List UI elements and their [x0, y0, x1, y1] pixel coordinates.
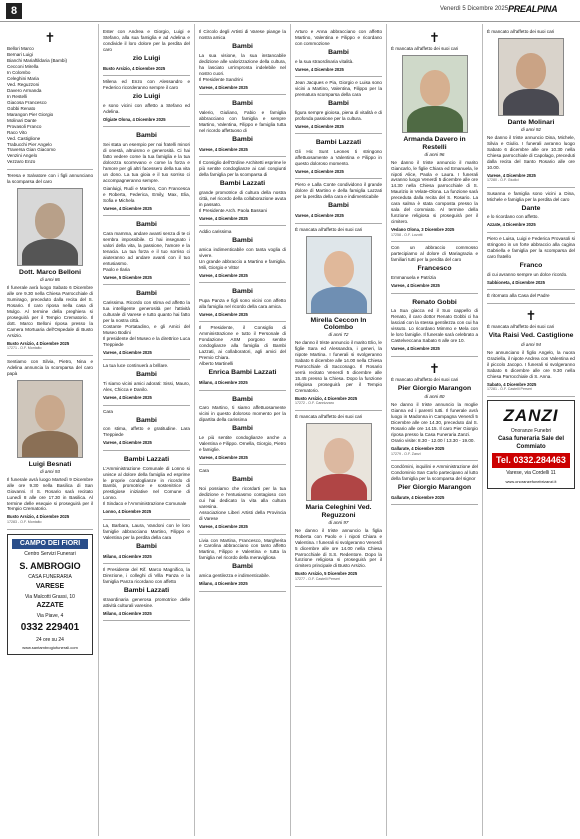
deceased-name: Bambi: [136, 132, 157, 140]
announcement: [199, 26, 286, 95]
deceased-name: Bambi Lazzati: [123, 586, 170, 594]
announcement-text: 17258 - O.F. Lovotti: [391, 232, 423, 237]
obituary-marangon: [391, 357, 478, 462]
deceased-name: Bambi Lazzati: [219, 179, 266, 187]
announcement-text: 24 ore su 24: [36, 636, 64, 643]
announcement-text: 17283 - O.F. Montalto: [7, 519, 42, 524]
funeral-home-ad: [7, 534, 93, 655]
announcement-text: Ester con Andrea e Giorgio, Luigi e Stefano, alla sua famiglia e ad Adelina e condivide il loro dolore per la perdita del caro: [103, 29, 190, 52]
announcement-text: AZZATE: [36, 602, 64, 610]
deceased-name: zio Luigi: [132, 93, 161, 101]
announcement-text: Con un abbraccio commosso partecipiamo al dolore di Mariagrazia e familiari tutti per la perdita del caro: [391, 245, 478, 263]
announcement: [391, 242, 478, 293]
place-date: Lonno, 4 Dicembre 2025: [103, 509, 152, 515]
announcement-text: Ne danno il triste annuncio la moglie Gianna ed i parenti tutti. Il funerale avrà luogo in Madonna in Campagna Venerdì 5 Dicembre alle ore 14.30, preceduto dal S. Rosario alle ore 14.15. Il caro Pier Giorgio riposa presso la Casa Funeraria Zanzi.: [391, 402, 478, 438]
place-date: Varese, 4 Dicembre 2025: [295, 213, 344, 219]
announcement-text: La Sua giacca ed il Suo cappello di Renato, il caro dottor Renato Gobbi ci ha lasciati con la stessa gentilezza con cui ha vissuto. Lo ricordano Mimmo e Mela con le loro famiglie. Il funerale sarà celebrato a Castelveccana Sabato 6 alle ore 10.: [391, 308, 478, 344]
announcement: [199, 322, 286, 390]
place-date: Varese, 4 Dicembre 2025: [103, 395, 152, 401]
column-1: [4, 24, 96, 836]
column-5: [388, 24, 481, 836]
announcement: [391, 461, 478, 505]
announcement-text: Valerio, Giuliano, Fabio e famiglia abbracciano con famiglia e sempre Martino, Valentina, Filippo e famiglia tutta nel ricordo affettuoso di: [199, 109, 286, 133]
announcement-text: Costante Portatadino, e gli Amici del Museo Bodini: [103, 324, 190, 336]
announcement-text: Centro Servizi Funerari: [24, 551, 76, 558]
deceased-name: Renato Gobbi: [412, 298, 457, 306]
announcement: [295, 179, 382, 223]
announcement-text: e lo ricordano con affetto.: [487, 214, 539, 220]
announcement-text: ZANZI: [503, 405, 559, 425]
deceased-name: Bambi: [328, 100, 349, 108]
announcement-text: La sua visione, la sua instancabile dedizione alle valorizzazione della cultura, ha lasciato un'impronta indelebile nel nostro cuori.: [199, 52, 286, 76]
page-number: 8: [6, 3, 22, 19]
obituary-ceccon: [295, 224, 382, 411]
deceased-name: Armanda Davero in Restelli: [403, 135, 466, 151]
announcement-text: Pupa Panza e figli sono vicini con affetto alla famiglia nel ricordo della cara amica.: [199, 298, 286, 310]
deceased-name: Bambi: [232, 476, 253, 484]
zanzi-ad: [487, 400, 575, 489]
deceased-name: Bambi: [232, 135, 253, 143]
announcement-text: Arturo e Anna abbracciano con affetto Martino, Valentina e Filippo e ricordano con commozione: [295, 29, 382, 46]
portrait-photo: [402, 55, 468, 133]
announcement-text: Sentiamo con Silvia, Pietro, Nina e Adelina annuncia la scomparsa del caro papà: [7, 358, 93, 376]
place-date: Vedano Olona, 3 Dicembre 2025: [391, 227, 455, 233]
announcement-text: Jean Jacques e Pia, Giorgio e Luisa sono vicini a Martino, Valentina, Filippo per la prematura scomparsa della cara: [295, 80, 382, 98]
announcement-text: 17277 - O.F. Castelli Perseri: [295, 576, 340, 581]
portrait-photo: [17, 380, 83, 458]
announcement-text: Ne annunciano il figlio Angelo, la nuora Graziella, il nipote Andrea con Valentina ed il piccolo Jacopo. I funerali si svolgeranno Sabato 6 dicembre alle ore 9.30 nella Chiesa Parrocchiale di S. Anna.: [487, 349, 575, 379]
place-date: Varese, 4 Dicembre 2025: [199, 146, 248, 152]
announcement-text: Via Piave, 4: [36, 612, 64, 619]
deceased-name: Bambi: [232, 288, 253, 296]
place-date: Milano, 4 Dicembre 2025: [199, 581, 248, 587]
announcement-text: Caro Martino, ti siamo affettuosamente vicini in questo doloroso momento per la dipartita della carissima: [199, 405, 286, 423]
announcement-text: Il Presidente del Rif. Marco Magnifico, la Direzione, i colleghi di Villa Panza e la famiglia Panza ricordano con affetto: [103, 567, 190, 584]
announcement-text: È mancata all'affetto dei suoi cari: [295, 226, 363, 232]
place-date: Varese, 4 Dicembre 2025: [295, 66, 344, 72]
announcement-text: di anni 97: [328, 519, 349, 525]
place-date: Varese, 4 Dicembre 2025: [295, 123, 344, 129]
deceased-name: Bambi: [136, 290, 157, 298]
obituary-celeghini: [295, 411, 382, 586]
announcement-text: Ne danno il triste annuncio il marito Giancarlo, le figlie Chiara ed Emanuela, le nipoti Alice, Paola e Laura. I funerali avranno luogo Venerdì 5 dicembre alle ore 14.30 nella Chiesa parrocchiale di S. Maurizio in Velate-Olona. La funzione sarà preceduta dalla recita del S. Rosario. La cara salma è stata composta presso la sala del commiato. Al termine della funzione religiosa si proseguirà per il cimitero.: [391, 159, 478, 225]
announcement-text: Carissima. Ricordo con stima ed affetto la tua intelligente generosità per l'attività culturale di Varese e tutto quanto hai fatto per la nostra città.: [103, 300, 190, 324]
column-molinari: [484, 24, 578, 836]
announcement-text: Addio carissima: [199, 229, 232, 235]
announcement: [103, 285, 190, 360]
deceased-name: Luigi Besnati: [28, 460, 72, 468]
announcement-text: Alberto Martinelli: [199, 361, 234, 367]
deceased-name: Bambi: [232, 425, 253, 433]
announcement-text: 17271 - O.F. Montalto: [7, 346, 42, 351]
announcement-text: Teresa e Salvatore con i figli annunciano la scomparsa del caro: [7, 173, 93, 185]
portrait-photo: [306, 236, 372, 314]
deceased-name: Mirella Ceccon In Colombo: [310, 316, 367, 332]
place-date: Busto Arsizio, 4 Dicembre 2025: [103, 65, 166, 71]
announcement-text: Il Presidente Arch. Paola Bassani: [199, 207, 267, 213]
portrait-photo: [306, 423, 372, 501]
place-date: Varese, 4 Dicembre 2025: [199, 215, 248, 221]
announcement-text: Ne danno il triste annuncio Dina, Michele, Silvia e Giulio. I funerali avranno luogo Sabato 6 dicembre alle ore 10.30 nella Chiesa parrocchiale di Capolago, preceduti dalla recita del Santo Rosario alle ore 10.00.: [487, 134, 575, 170]
announcement-text: amica gentilezza e indimenticabile.: [199, 573, 270, 579]
announcement-text: 17272 - O.F. Cannizzaro: [295, 401, 334, 406]
deceased-name: Bambi: [136, 416, 157, 424]
place-date: Busto Arsizio, 4 Dicembre 2025: [7, 514, 70, 520]
deceased-name: Bambi: [328, 202, 349, 210]
place-date: Milano, 4 Dicembre 2025: [103, 553, 152, 559]
announcement-text: CASA FUNERARIA: [28, 573, 72, 580]
announcement-text: 17279 - O.F. Zanzi: [391, 451, 421, 456]
announcement-text: Piero e Lalla Conte condividono il grande dolore di Martino e della famiglia Lazzati per la perdita della cara e indimenticabile: [295, 182, 382, 200]
announcement-text: Il funerale avrà luogo Martedì 9 Dicembre alle ore 9.30 nella Basilica di San Giovanni. Il S. Rosario sarà recitato Lunedì 8 alle ore 17.30 in Basilica. Al termine delle esequie si proseguirà per il Tempio Crematorio.: [7, 476, 93, 512]
deceased-name: Bambi Lazzati: [123, 455, 170, 463]
place-date: Milano, 4 Dicembre 2025: [199, 380, 248, 386]
announcement-text[interactable]: www.santambrogiofunerali.com: [22, 644, 78, 650]
obituary-davero: [391, 26, 478, 242]
announcement-text: Il Consiglio dell'Ordine Architetti esprime le più sentite condoglianze ai cari congiunti della famiglia per la scomparsa di: [199, 160, 286, 177]
deceased-name: Dante Molinari: [507, 118, 555, 126]
place-date: Varese, 4 Dicembre 2025: [199, 524, 248, 530]
announcement-text: Il Circolo degli Artisti di Varese piange la nostra amica: [199, 29, 286, 40]
deceased-name: Pier Giorgio Marangon: [397, 384, 472, 392]
announcement: [103, 26, 190, 76]
announcement-text: di anni 86: [40, 277, 60, 283]
place-date: Busto Arsizio, 5 Dicembre 2025: [295, 571, 358, 577]
announcement-text: Bellori Marco Bernari Luigi Bianchi Mariaftildaria (Bambi) Cecconi Mirella In Colombo Celeghini Maria Ved. Reguzzoni Davero Armanda In Restelli Giacosa Francesco Gobbi Renato Marangon Pier Giorgio Molinari Dante Provasoli Franco Raco Vito Ved. Castiglione Trabucchi Pier Angelo Traversa Gian Giacomo Venzini Angelo Vezzaro Enzo: [7, 46, 67, 165]
deceased-name: Bambi: [232, 395, 253, 403]
announcement-text: Casa funeraria Sale del Commiato: [497, 436, 565, 450]
announcement-text[interactable]: www.onoranzefunebrizanzi.it: [505, 478, 557, 484]
announcement-text: È ritornato alla Casa del Padre: [487, 293, 550, 298]
place-date: Milano, 4 Dicembre 2025: [103, 610, 152, 616]
deceased-name: Bambi: [328, 48, 349, 56]
place-date: Varese, 5 Dicembre 2025: [103, 274, 152, 280]
deceased-name: Bambi: [232, 100, 253, 108]
deceased-index: [7, 26, 93, 170]
announcement: [103, 216, 190, 285]
announcement-text: Un grande abbraccio a Martino e famiglia. Mili, Giorgio e Vittor: [199, 258, 286, 270]
announcement-text: di anni 94: [521, 341, 541, 347]
announcement-text: Gli Hic Sunt Leones ti stringono affettuosamente a Valentina e Filippo in questo doloroso momento.: [295, 149, 382, 167]
announcement-text: con stima, affetto e gratitudine. Lara Treppiede: [103, 426, 190, 438]
deceased-name: Bambi: [136, 542, 157, 550]
announcement: [199, 283, 286, 322]
place-date: Varese, 4 Dicembre 2025: [199, 84, 248, 90]
announcement-text: Tel. 0332.284463: [492, 453, 570, 468]
deceased-name: Bambi: [232, 563, 253, 571]
deceased-name: Bambi: [232, 237, 253, 245]
announcement: [103, 564, 190, 621]
announcement: [295, 134, 382, 179]
announcement-text: CAMPO DEI FIORI: [12, 539, 88, 550]
portrait-photo: [498, 38, 564, 116]
place-date: Varese, 4 Dicembre 2025: [103, 440, 152, 446]
announcement: [103, 520, 190, 564]
announcement: [199, 157, 286, 226]
place-date: Busto Arsizio, 4 Dicembre 2025: [7, 340, 70, 346]
announcement-text: Cara mamma, andare avanti senza di te ci sembra impossibile. Ci hai insegnato i valori della vita, la passione, l'amore e la tenacia. La tua forza e il tuo sorriso ci aiuteranno ad andare avanti con il tuo entusiasmo.: [103, 231, 190, 266]
place-date: Varese, 4 Dicembre 2025: [391, 283, 440, 289]
announcement: [487, 233, 575, 290]
announcement: [103, 76, 190, 127]
deceased-name: Enrica Bambi Lazzati: [208, 369, 277, 377]
announcement: [295, 77, 382, 134]
announcement-text: Il Sindaco e l'Amministrazione Comunale: [103, 501, 187, 507]
deceased-name: Pier Giorgio Marangon: [397, 484, 472, 492]
place-date: Varese, 4 Dicembre 2025: [103, 349, 152, 355]
announcement-text: di anni 92: [521, 126, 541, 132]
announcement-text: figura sempre gioiosa, piena di vitalità e di profonda passione per la cultura.: [295, 109, 382, 121]
announcement-text: Ne danno il triste annuncio la figlia Roberta con Paolo e i nipoti Chiara e Valentina. I funerali si svolgeranno Venerdì 5 dicembre alle ore 14.00 nella Chiesa Parrocchiale di S.S. Redentore. Dopo la funzione religiosa si proseguirà per il cimitero principale di Busto Arsizio.: [295, 527, 382, 569]
announcement-text: Condòmini, inquilini e Amministrazione del Condominio San Carlo partecipano al lutto della famiglia per la scomparsa del signor: [391, 464, 478, 482]
deceased-name: zio Luigi: [132, 54, 161, 62]
announcement-text: Via Malcotti Grassi, 10: [25, 593, 75, 600]
announcement-text: La tua luce continuerà a brillare.: [103, 363, 169, 369]
cross-icon: ✝: [525, 307, 537, 323]
announcement-text: VARESE: [35, 583, 65, 591]
announcement: [199, 535, 286, 592]
column-3: [196, 24, 289, 836]
announcement: [199, 391, 286, 466]
cross-icon: ✝: [429, 360, 440, 376]
column-2-visible: [100, 24, 193, 836]
announcement-text: È mancato all'affetto dei suoi cari: [391, 376, 459, 382]
announcement-text: Sei stata un esempio per noi fratelli minori di onestà, altruismo e generosità. Ci hai fatto vedere come la tua famiglia e la tua dolcezza scorrevano e come la forza e l'amore per gli altri facessero della tua vita un dono. La tua gioia e il tuo sorriso ci accompagneranno sempre.: [103, 142, 190, 183]
newspaper-logo: PREALPINA: [508, 4, 558, 14]
deceased-name: Dante: [521, 204, 541, 212]
announcement-text: È mancato all'affetto dei suoi cari: [487, 29, 555, 34]
announcement-text: L'Amministrazione Comunale di Lonno si unisce al dolore della famiglia ed esprime le proprie condoglianze in ricordo di Bambi, promotrice e sostenitrice di prestigiose iniziative nel Comune di Lonno.: [103, 465, 190, 501]
announcement-text: La, Barbara, Laura, Vandoni con le loro famiglie abbracciano Martino, Filippo e Valentina per la perdita della cara: [103, 522, 190, 540]
deceased-name: Bambi Lazzati: [315, 139, 362, 147]
place-date: Sabbioneta, 4 Dicembre 2025: [487, 279, 545, 285]
announcement-text: Susanna e famiglia sono vicini a Dina, Michele e famiglia per la perdita del caro: [487, 190, 575, 202]
place-date: Gallarate, 4 Dicembre 2025: [391, 446, 445, 452]
announcement: [199, 95, 286, 157]
place-date: Varese, 4 Dicembre 2025: [199, 272, 248, 278]
announcement-text: Onoranze Funebri: [510, 427, 552, 434]
announcement: [103, 360, 190, 405]
announcement-text: Le più sentite condoglianze anche a Valentina e Filippo. Ornella, Giorgio, Pietro e famiglie.: [199, 435, 286, 453]
announcement-text: Emmanuela e Patrizia: [391, 275, 436, 281]
place-date: Varese, 4 Dicembre 2025: [487, 172, 536, 178]
announcement-text: Ti siamo vicini amici adorati: Sissi, Mauro, Alex, Chicca e Danilo.: [103, 381, 190, 393]
announcement-text: Ne danno il triste annuncio il marito Elio, le figlie Sara ed Alessandra, i generi, la nipote Martina. I funerali si svolgeranno Sabato 6 dicembre alle 14.00 nella Chiesa Parrocchiale di Sacconago. Il Rosario verrà recitato Venerdì 5 dicembre alle 15.45 presso la Chiesa. Dopo la funzione religiosa proseguirà per il Tempio Crematorio.: [295, 340, 382, 393]
announcement-text: Cara: [199, 468, 209, 474]
announcement-text: 17281 - O.F. Castelli Perseri: [487, 387, 532, 392]
announcement-text: di anni 72: [328, 332, 349, 338]
deceased-name: Dott. Marco Belloni: [19, 269, 81, 277]
deceased-name: Maria Celeghini Ved. Reguzzoni: [305, 504, 372, 519]
announcement: [487, 290, 575, 304]
place-date: Sabato, 4 Dicembre 2025: [487, 381, 537, 387]
header-date: Venerdì 5 Dicembre 2025: [440, 6, 509, 12]
announcement: [103, 127, 190, 216]
obituary-raisi: [487, 304, 575, 397]
announcement-text: Associazione Liberi Artisti della Provincia di Varese: [199, 510, 286, 522]
announcement: [199, 226, 286, 283]
portrait-photo: [17, 188, 83, 266]
announcement-text: Cara: [103, 408, 113, 414]
place-date: Varese, 4 Dicembre 2025: [391, 346, 440, 352]
obituary-belloni: [7, 170, 93, 356]
announcement-text: Gianluigi, Rudi e Martino, Con Francesca e Roberta, Federica, Emily, Max, Elia, Sofia e Michela: [103, 185, 190, 203]
announcement-text: Noi possiamo che ricordarti per la tua dedizione e l'entusiasmo contagioso con cui hai dedicato la vita alla cultura varesina.: [199, 486, 286, 510]
place-date: Gallarate, 4 Dicembre 2025: [391, 495, 445, 500]
announcement-text: È mancata all'affetto dei suoi cari: [487, 323, 555, 329]
place-date: Busto Arsizio, 4 Dicembre 2025: [295, 395, 358, 401]
announcement-text: Il Presidente Sandrini: [199, 76, 243, 82]
announcement-text: Varese, via Cordelli 11: [506, 470, 556, 477]
place-date: Varese, 4 Dicembre 2025: [295, 169, 344, 175]
announcement-text: straordinaria generosa promotrice delle attività culturali varesine.: [103, 596, 190, 608]
announcement: [295, 26, 382, 77]
announcement-text: È mancata all'affetto dei suoi cari: [391, 46, 459, 51]
announcement-text: di cui avranno sempre un dolce ricordo.: [487, 271, 568, 277]
obituary-besnati: [7, 356, 93, 530]
announcement-text: amica indimenticabile con tanta voglia di vivere.: [199, 246, 286, 258]
announcement-text: di anni 96: [424, 151, 445, 157]
announcement-text: di anni 93: [40, 468, 60, 474]
column-4: [292, 24, 385, 836]
place-date: Olgiate Olona, 4 Dicembre 2025: [103, 116, 166, 122]
announcement-text: Livia con Martina, Francesco, Margherita e Carolina abbracciano con tanto affetto Martino, Filippo e Valentina e tutta la famiglia nel ricordo della meravigliosa: [199, 537, 286, 561]
announcement-text: e sono vicini con affetto a Stefano ed Adelina.: [103, 102, 190, 114]
announcement: [487, 188, 575, 233]
place-date: Varese, 4 Dicembre 2025: [103, 205, 152, 211]
announcement-text: È mancata all'affetto dei suoi cari: [295, 414, 363, 420]
announcement-text: e la sua straordinaria vitalità.: [295, 58, 354, 64]
place-date: Varese, 4 Dicembre 2025: [199, 312, 248, 317]
announcement-text: S. AMBROGIO: [19, 560, 81, 571]
announcement-text: Orario visite: 8.30 - 12.00 / 13.30 - 19.00.: [391, 438, 475, 444]
announcement-text: di anni 80: [424, 394, 445, 400]
obituary-molinari: [487, 26, 575, 188]
cross-icon: ✝: [44, 30, 56, 45]
announcement-text: Piero e Luisa, Luigi e Federica Provasoli si stringono in un forte abbraccio alla cugina Gabriella e famiglia per la scomparsa del caro fratello: [487, 235, 575, 259]
announcement: [103, 451, 190, 520]
page-header: [0, 0, 580, 22]
deceased-name: Francesco: [417, 265, 452, 273]
announcement: [199, 465, 286, 534]
place-date: Azzate, 4 Dicembre 2025: [487, 222, 536, 228]
deceased-name: Vita Raisi Ved. Castiglione: [488, 331, 574, 339]
deceased-name: Bambi: [136, 221, 157, 229]
deceased-name: Bambi: [136, 371, 157, 379]
announcement-text: grande promotrice di cultura della nostra città, nel ricordo della collaborazione avuta in passato.: [199, 189, 286, 207]
announcement-text: 17280 - O.F. Giudici: [487, 178, 519, 183]
announcement-text: Il funerale avrà luogo Sabato 6 Dicembre alle ore 9.30 nella Chiesa Parrocchiale di Sumirago, preceduto dalla recita del S. Rosario. Il caro riposa nella casa di Mulgo. Al termine della preghiera si proseguirà per il Tempio Crematorio. Il dott. Marco Belloni riposa presso la Camera Mortuaria dell'Ospedale di Busto Arsizio.: [7, 285, 93, 338]
announcement: [391, 294, 478, 357]
cross-icon: ✝: [429, 30, 440, 45]
announcement-text: Il Presidente, il Consiglio di Amministrazione e tutto il Personale di Fondazione ASM porgono sentite condoglianze alla famiglia di Bambi Lazzati, ai collaboratori, agli amici del Premio Chiara.: [199, 325, 286, 361]
announcement-text: Il presidente del Museo e la direttrice Luca Treppiede: [103, 335, 190, 347]
place-date: Varese, 4 Dicembre 2025: [199, 454, 248, 460]
deceased-name: Franco: [519, 261, 543, 269]
announcement: [103, 406, 190, 451]
announcement-text: Paolo e Ilaria: [103, 266, 130, 272]
announcement-text: 0332 229401: [20, 622, 80, 634]
deceased-name: Bambi: [232, 42, 253, 50]
announcement-text: Milena ed Enzo con Alessandro e Federico ricorderanno sempre il caro: [103, 79, 190, 91]
